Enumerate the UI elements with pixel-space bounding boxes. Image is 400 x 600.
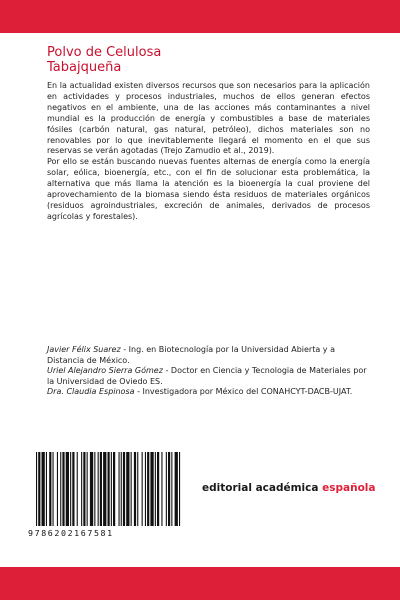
author-bio bbox=[47, 366, 372, 387]
publisher-logo bbox=[202, 482, 382, 494]
author-bio bbox=[47, 387, 372, 398]
bottom-color-band bbox=[0, 567, 400, 600]
author-description: - Doctor en Ciencia y Tecnologia de Materiales por la Universidad de Oviedo ES. bbox=[47, 366, 367, 386]
publisher-name-accent: española bbox=[322, 482, 376, 494]
author-description: - Investigadora por México del CONAHCYT-DACB-UJAT. bbox=[134, 387, 353, 397]
isbn-barcode bbox=[24, 448, 190, 545]
isbn-number: 9786202167581 bbox=[28, 528, 114, 538]
book-description bbox=[47, 81, 370, 223]
barcode-icon bbox=[36, 452, 181, 526]
author-name: Uriel Alejandro Sierra Gómez bbox=[47, 366, 163, 376]
author-bios bbox=[47, 345, 372, 398]
title-line-2: Tabajqueña bbox=[47, 60, 122, 75]
author-name: Javier Félix Suarez bbox=[47, 345, 121, 354]
description-paragraph-2: Por ello se están buscando nuevas fuentes alternas de energía como la energía solar, eólica, bioenergía, etc., con el fin de solucionar esta problemática, la alternativa que más llama la atención es la bioenergía la cual proviene del aprovechamiento de la biomasa siendo ésta residuos de materiales orgánicos (residuos agroindustriales, excreción de animales, derivados de procesos agrícolas y forestales). bbox=[47, 157, 370, 221]
title-line-1: Polvo de Celulosa bbox=[47, 45, 162, 60]
author-bio bbox=[47, 345, 372, 366]
description-paragraph-1: En la actualidad existen diversos recursos que son necesarios para la aplicación en actividades y procesos industriales, muchos de ellos generan efectos negativos en el ambiente, una de las acciones más contaminantes a nivel mundial es la producción de energía y combustibles a base de materiales fósiles (carbón natural, gas natural, petróleo), dichos materiales son no renovables por lo que inevitablemente llegará el momento en el que sus reservas se verán agotadas (Trejo Zamudio et al., 2019). bbox=[47, 81, 370, 156]
publisher-name: editorial académica bbox=[202, 482, 323, 494]
book-title bbox=[47, 45, 367, 75]
author-name: Dra. Claudia Espinosa bbox=[47, 387, 135, 397]
top-color-band bbox=[0, 0, 400, 33]
author-description: - Ing. en Biotecnología por la Universidad Abierta y a Distancia de México. bbox=[47, 345, 335, 365]
